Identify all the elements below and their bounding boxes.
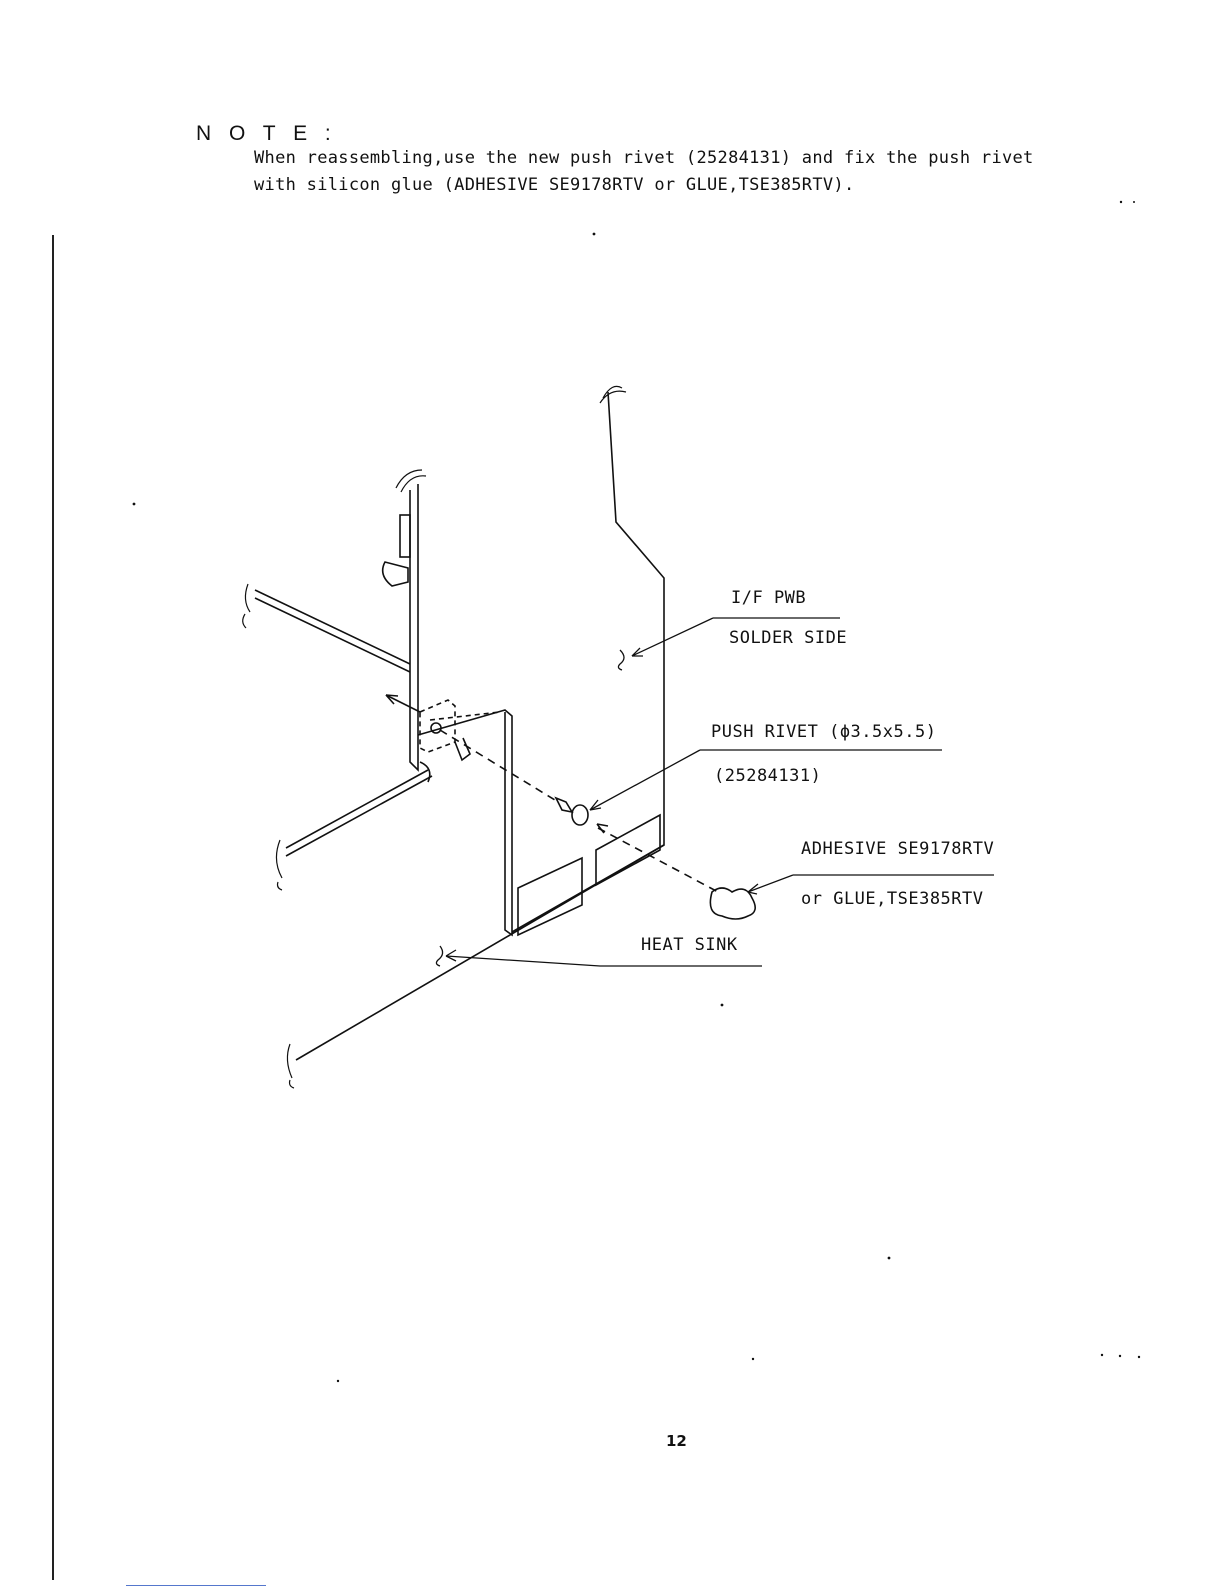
rivet-part-number: (25284131): [714, 766, 822, 786]
upper-rod: [243, 584, 410, 672]
page-number: 12: [666, 1432, 687, 1450]
heat-sink-plate: [418, 710, 664, 935]
assembly-line: [440, 730, 720, 893]
push-rivet: [556, 798, 588, 825]
upper-arrow-line: [386, 695, 420, 712]
note-heading: N O T E :: [196, 122, 337, 145]
if-pwb-label: I/F PWB: [731, 588, 807, 608]
glue-label: or GLUE,TSE385RTV: [801, 889, 984, 909]
if-pwb-board: [510, 386, 664, 935]
adhesive-label: ADHESIVE SE9178RTV: [801, 839, 995, 859]
middle-rod: [276, 762, 432, 890]
scan-specks: [133, 201, 1141, 1382]
push-rivet-label: PUSH RIVET (ϕ3.5x5.5): [711, 722, 937, 742]
solder-side-label: SOLDER SIDE: [729, 628, 848, 648]
note-text-line-2: with silicon glue (ADHESIVE SE9178RTV or GLUE,TSE385RTV).: [254, 175, 855, 195]
note-text-line-1: When reassembling,use the new push rivet (25284131) and fix the push rivet: [254, 148, 1034, 168]
heat-sink-label: HEAT SINK: [641, 935, 738, 955]
